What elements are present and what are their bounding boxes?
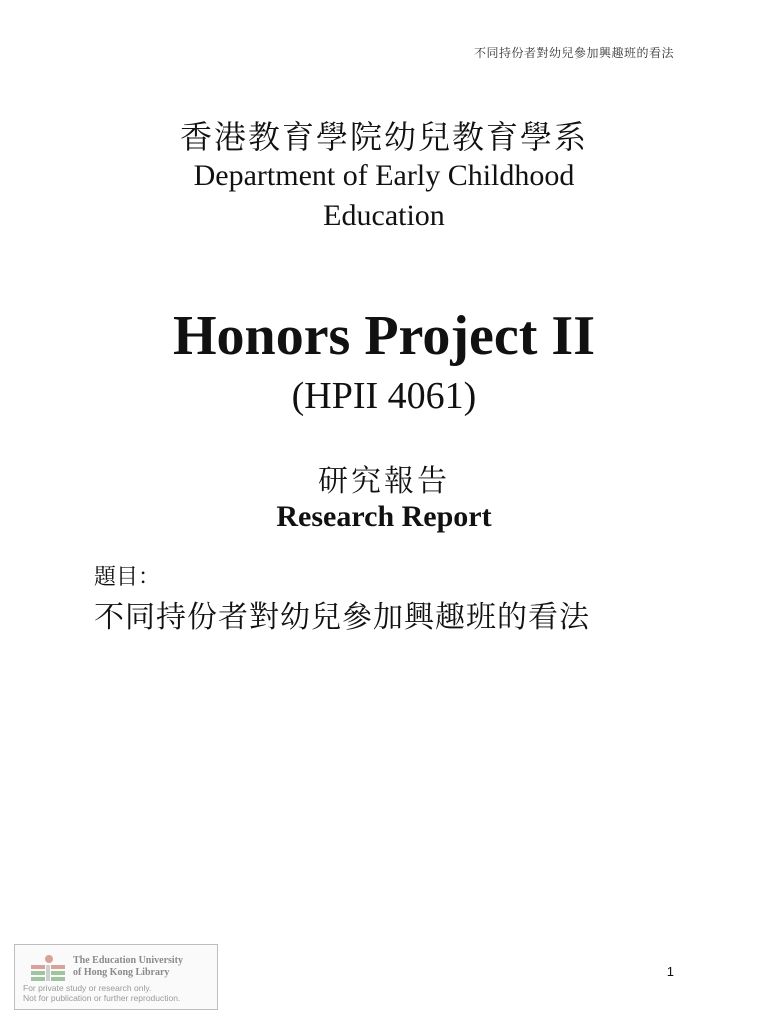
running-header: 不同持份者對幼兒參加興趣班的看法 [473, 46, 674, 60]
report-type-en: Research Report [276, 500, 492, 533]
library-name-line1: The Education University [73, 955, 184, 966]
topic-title: 不同持份者對幼兒參加興趣班的看法 [94, 600, 590, 635]
department-name-en-line2: Education [323, 199, 445, 232]
library-name [73, 955, 183, 979]
library-notice [23, 983, 180, 1003]
page-number: 1 [666, 964, 674, 979]
department-name-en [0, 156, 768, 236]
report-type-zh: 研究報告 [318, 464, 450, 499]
library-stamp [14, 944, 218, 1010]
topic-label: 題目： [94, 565, 161, 590]
library-notice-line1: For private study or research only. [23, 983, 152, 993]
department-name-en-line1: Department of Early Childhood [193, 159, 575, 192]
library-notice-line2: Not for publication or further reproduction. [23, 993, 181, 1003]
department-name-zh: 香港教育學院幼兒教育學系 [179, 118, 588, 156]
project-title: Honors Project II [173, 305, 595, 367]
eduhk-library-logo-icon [27, 953, 75, 985]
course-code: (HPII 4061) [291, 375, 477, 417]
library-name-line2: of Hong Kong Library [73, 967, 170, 978]
